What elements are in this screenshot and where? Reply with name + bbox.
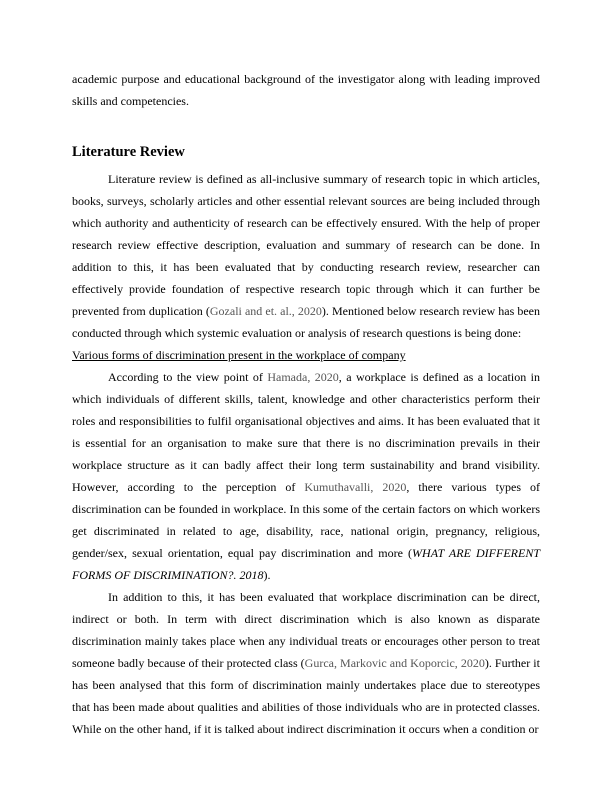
paragraph-text: ). Further it has been analysed that this form of discrimination mainly undertakes place due to stereotypes that has been made about qualities and abilities of those individuals who are in protected classes. While on the other hand, if it is talked about indirect discrimination it occurs when a condition or (72, 656, 540, 736)
citation: Hamada, 2020 (267, 370, 339, 384)
citation: Kumuthavalli, 2020 (304, 480, 407, 494)
paragraph-text: In addition to this, it has been evaluated that workplace discrimination can be direct, indirect or both. In term with direct discrimination which is also known as disparate discrimination mainly takes place when any individual treats or encourages other person to treat someone badly because of their protected class ( (72, 590, 540, 670)
paragraph-text: According to the view point of (108, 370, 268, 384)
paragraph-text: ). (263, 568, 271, 582)
citation-italic: WHAT ARE DIFFERENT FORMS OF DISCRIMINATION?. 2018 (72, 546, 540, 582)
literature-review-paragraph (72, 168, 540, 344)
citation: Gurca, Markovic and Koporcic, 2020 (304, 656, 485, 670)
paragraph-text: , there various types of discrimination can be founded in workplace. In this some of the certain factors on which workers get discriminated in related to age, disability, race, national origin, pregnancy, religious, gender/sex, sexual orientation, equal pay discrimination and more ( (72, 480, 540, 560)
intro-paragraph: academic purpose and educational background of the investigator along with leading improved skills and competencies. (72, 72, 540, 108)
discrimination-paragraph (72, 366, 540, 586)
citation: Gozali and et. al., 2020 (209, 304, 322, 318)
direct-indirect-paragraph (72, 586, 540, 740)
paragraph-text: Literature review is defined as all-inclusive summary of research topic in which articles, books, surveys, scholarly articles and other essential relevant sources are being included through which authority and authenticity of research can be effectively ensured. With the help of proper research review effective description, evaluation and summary of research can be done. In addition to this, it has been evaluated that by conducting research review, researcher can effectively provide foundation of respective research topic through which it can further be prevented from duplication ( (72, 172, 540, 318)
section-heading: Literature Review (72, 144, 185, 160)
document-page (72, 68, 540, 740)
paragraph-text: , a workplace is defined as a location in which individuals of different skills, talent, knowledge and other characteristics perform their roles and responsibilities to fulfil organisational objectives and aims. It has been evaluated that it is essential for an organisation to make sure that there is no discrimination prevails in their workplace structure as it can badly affect their long term sustainability and brand visibility. However, according to the perception of (72, 370, 540, 494)
paragraph-text: ). Mentioned below research review has been conducted through which systemic evaluation or analysis of research questions is being done: (72, 304, 541, 340)
subheading: Various forms of discrimination present in the workplace of company (72, 348, 406, 362)
